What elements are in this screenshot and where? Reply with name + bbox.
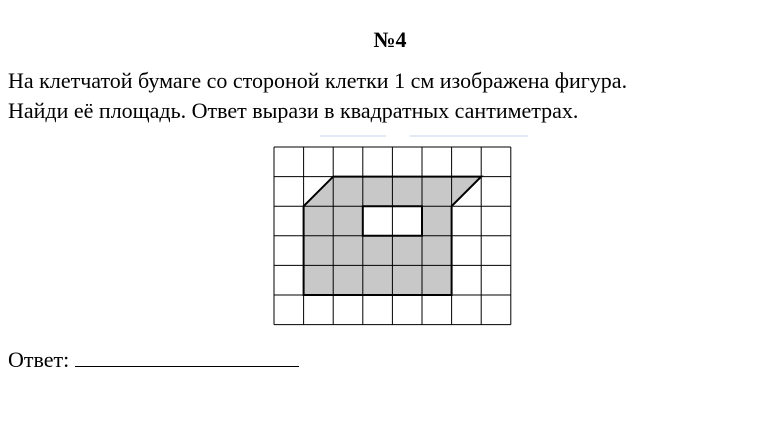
answer-label: Ответ: <box>8 347 70 372</box>
question-line-1: На клетчатой бумаге со стороной клетки 1 см изображена фигура. <box>8 68 628 93</box>
answer-blank-line[interactable] <box>75 342 299 367</box>
grid-figure <box>270 140 520 332</box>
decorative-underline-artifact <box>318 132 538 138</box>
answer-field <box>8 342 299 375</box>
task-number: №4 <box>373 27 407 52</box>
question-text <box>8 66 758 126</box>
question-line-2: Найди её площадь. Ответ вырази в квадратных сантиметрах. <box>8 98 579 123</box>
